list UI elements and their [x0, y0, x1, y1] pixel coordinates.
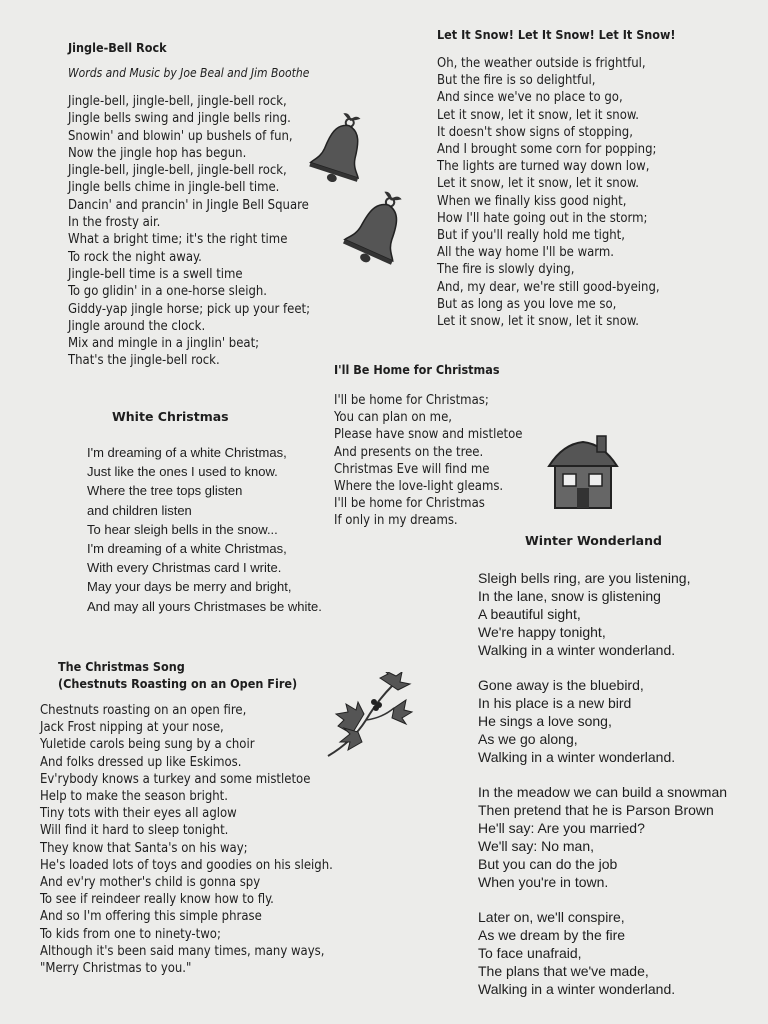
lyric-line: As we dream by the fire [478, 927, 626, 943]
lyric-line: I'll be home for Christmas; [334, 393, 489, 408]
lyric-line: We'll say: No man, [478, 838, 595, 854]
lyric-line: To face unafraid, [478, 945, 582, 961]
lyric-line: When you're in town. [478, 874, 609, 890]
lyric-line: In the lane, snow is glistening [478, 588, 661, 604]
lyric-line: Now the jingle hop has begun. [68, 145, 247, 161]
lyric-line: And so I'm offering this simple phrase [40, 909, 262, 925]
lyric-line: You can plan on me, [334, 410, 452, 426]
lyric-line: Christmas Eve will find me [334, 461, 490, 477]
lyric-line: Will find it hard to sleep tonight. [40, 823, 229, 839]
house-icon [543, 430, 621, 512]
lyric-line: Jingle around the clock. [68, 318, 206, 334]
lyric-line: But as long as you love me so, [437, 296, 617, 312]
lyric-line: When we finally kiss good night, [437, 193, 627, 209]
lyric-line: Sleigh bells ring, are you listening, [478, 570, 691, 586]
lyric-line: Let it snow, let it snow, let it snow. [437, 314, 639, 330]
lyric-line: Tiny tots with their eyes all aglow [40, 806, 237, 822]
holly-icon [322, 672, 414, 762]
lyric-line: Walking in a winter wonderland. [478, 981, 676, 997]
song-title: White Christmas [112, 409, 229, 424]
song-home-for-christmas [334, 362, 564, 530]
lyric-line: Let it snow, let it snow, let it snow. [437, 176, 639, 192]
lyric-line: And ev'ry mother's child is gonna spy [40, 875, 261, 891]
lyric-line: "Merry Christmas to you." [40, 961, 192, 977]
lyric-line: To hear sleigh bells in the snow... [87, 521, 278, 537]
lyric-line: The fire is slowly dying, [437, 262, 575, 278]
lyric-line: I'll be home for Christmas [334, 496, 485, 512]
lyric-line: Jingle bells chime in jingle-bell time. [68, 180, 280, 196]
lyric-line: Oh, the weather outside is frightful, [437, 56, 646, 71]
lyric-line: He sings a love song, [478, 713, 612, 729]
lyric-line: And I brought some corn for popping; [437, 142, 657, 158]
lyric-line: But the fire is so delightful, [437, 73, 596, 89]
lyric-line: I'm dreaming of a white Christmas, [87, 541, 287, 557]
lyric-line: He'll say: Are you married? [478, 820, 645, 836]
lyric-line: Gone away is the bluebird, [478, 677, 644, 693]
lyric-line: Chestnuts roasting on an open fire, [40, 703, 247, 718]
stanza [478, 676, 758, 766]
song-title: I'll Be Home for Christmas [334, 362, 500, 377]
lyric-line: To kids from one to ninety-two; [40, 926, 221, 942]
lyrics [334, 392, 564, 530]
lyric-line: Jingle-bell, jingle-bell, jingle-bell rock, [68, 163, 287, 179]
lyric-line: Mix and mingle in a jinglin' beat; [68, 336, 260, 352]
lyric-line: I'm dreaming of a white Christmas, [87, 445, 287, 460]
lyric-line: In the meadow we can build a snowman [478, 784, 728, 800]
lyric-line: How I'll hate going out in the storm; [437, 210, 648, 226]
lyric-line: Jingle-bell time is a swell time [68, 266, 243, 282]
song-subtitle: (Chestnuts Roasting on an Open Fire) [58, 676, 298, 691]
lyric-line: Walking in a winter wonderland. [478, 642, 676, 658]
lyrics [87, 443, 347, 616]
lyric-line: Let it snow, let it snow, let it snow. [437, 107, 639, 123]
song-let-it-snow [437, 27, 737, 330]
lyric-line: To rock the night away. [68, 249, 202, 265]
song-title: The Christmas Song [58, 659, 185, 674]
lyric-line: And since we've no place to go, [437, 90, 623, 106]
lyric-line: All the way home I'll be warm. [437, 245, 614, 261]
lyric-line: Yuletide carols being sung by a choir [40, 737, 255, 753]
song-jingle-bell-rock [68, 40, 368, 370]
lyric-line: Where the tree tops glisten [87, 483, 243, 499]
lyric-line: Help to make the season bright. [40, 789, 228, 805]
lyric-line: And may all yours Christmases be white. [87, 598, 322, 614]
stanza [478, 908, 758, 998]
song-title: Jingle-Bell Rock [68, 40, 167, 55]
lyric-line: Jingle bells swing and jingle bells ring. [68, 111, 291, 127]
bell-icon [342, 188, 418, 272]
lyric-line: The lights are turned way down low, [437, 159, 650, 175]
lyric-line: Just like the ones I used to know. [87, 464, 278, 480]
lyric-line: Snowin' and blowin' up bushels of fun, [68, 128, 293, 144]
song-the-christmas-song [40, 658, 340, 977]
stanza [478, 783, 758, 891]
lyric-line: Jack Frost nipping at your nose, [40, 720, 224, 736]
lyric-line: And, my dear, we're still good-byeing, [437, 279, 660, 295]
lyric-line: Jingle-bell, jingle-bell, jingle-bell rock, [68, 94, 287, 109]
song-title: Winter Wonderland [525, 533, 662, 548]
lyric-line: Then pretend that he is Parson Brown [478, 802, 714, 818]
lyric-line: And folks dressed up like Eskimos. [40, 754, 242, 770]
lyric-line: What a bright time; it's the right time [68, 232, 288, 248]
lyric-line: If only in my dreams. [334, 513, 458, 529]
lyric-line: But you can do the job [478, 856, 618, 872]
lyrics [437, 55, 737, 330]
lyric-line: He's loaded lots of toys and goodies on his sleigh. [40, 857, 333, 873]
bell-icon [308, 110, 378, 190]
lyrics [478, 569, 758, 998]
lyric-line: With every Christmas card I write. [87, 560, 282, 576]
lyric-line: May your days be merry and bright, [87, 579, 292, 595]
lyric-line: And presents on the tree. [334, 444, 484, 460]
lyric-line: Walking in a winter wonderland. [478, 749, 676, 765]
song-title: Let It Snow! Let It Snow! Let It Snow! [437, 27, 676, 42]
lyric-line: and children listen [87, 502, 192, 518]
lyric-line: To see if reindeer really know how to fly. [40, 892, 274, 908]
song-winter-wonderland [478, 533, 758, 1015]
lyrics [40, 702, 340, 977]
lyric-line: It doesn't show signs of stopping, [437, 124, 633, 140]
song-credit: Words and Music by Joe Beal and Jim Boothe [68, 66, 310, 80]
lyric-line: The plans that we've made, [478, 963, 649, 979]
lyric-line: Ev'rybody knows a turkey and some mistletoe [40, 771, 311, 787]
lyric-line: Please have snow and mistletoe [334, 427, 523, 443]
stanza [478, 569, 758, 659]
lyric-line: A beautiful sight, [478, 606, 581, 622]
lyric-line: Later on, we'll conspire, [478, 909, 625, 925]
lyric-line: In the frosty air. [68, 215, 161, 231]
lyric-line: They know that Santa's on his way; [40, 840, 248, 856]
lyric-line: Although it's been said many times, many ways, [40, 943, 325, 959]
lyric-line: That's the jingle-bell rock. [68, 353, 220, 369]
lyric-line: In his place is a new bird [478, 695, 632, 711]
lyric-line: As we go along, [478, 731, 578, 747]
lyric-line: But if you'll really hold me tight, [437, 228, 625, 244]
lyric-line: To go glidin' in a one-horse sleigh. [68, 284, 268, 300]
lyric-line: Dancin' and prancin' in Jingle Bell Square [68, 197, 309, 213]
lyric-line: We're happy tonight, [478, 624, 606, 640]
lyric-line: Giddy-yap jingle horse; pick up your feet; [68, 301, 311, 317]
song-white-christmas [87, 409, 347, 616]
lyric-line: Where the love-light gleams. [334, 479, 504, 495]
